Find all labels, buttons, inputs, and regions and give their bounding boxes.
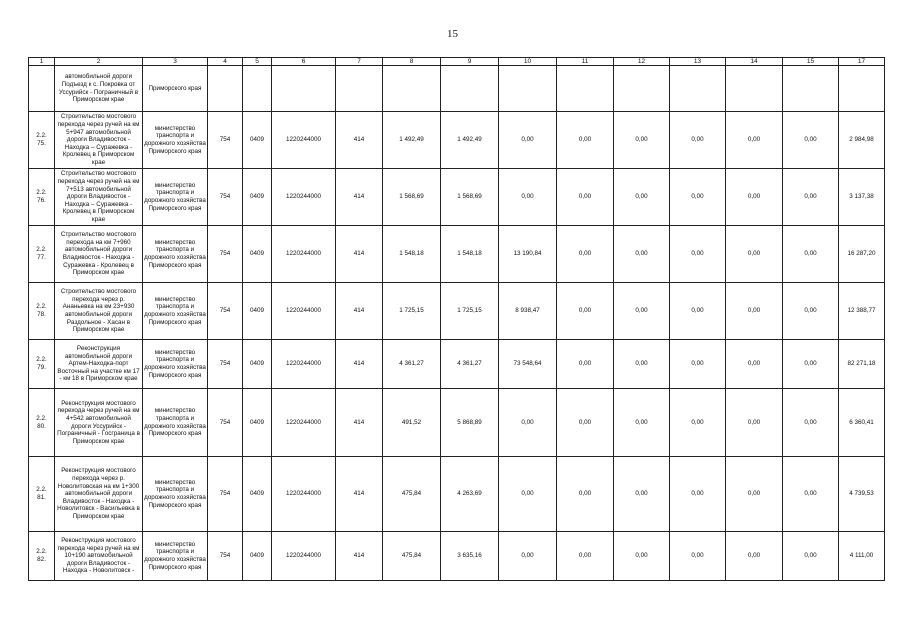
amount-col-10: 8 938,47 [499, 283, 557, 340]
grbs-code: 754 [208, 112, 243, 169]
section-code: 0409 [243, 457, 272, 532]
row-index: 2.2. 79. [29, 340, 55, 389]
row-index: 2.2. 82. [29, 532, 55, 581]
amount-col-14: 0,00 [726, 226, 783, 283]
expense-type: 414 [336, 112, 383, 169]
row-index: 2.2. 81. [29, 457, 55, 532]
amount-col-10: 13 190,84 [499, 226, 557, 283]
amount-col-8: 1 568,69 [383, 169, 441, 226]
row-index: 2.2. 77. [29, 226, 55, 283]
amount-col-15: 0,00 [783, 340, 839, 389]
column-header: 8 [383, 58, 441, 66]
responsible-department: Приморского края [143, 66, 208, 112]
amount-total: 16 287,20 [839, 226, 885, 283]
table-row [29, 389, 885, 457]
target-article: 1220244000 [272, 340, 336, 389]
grbs-code: 754 [208, 226, 243, 283]
amount-col-12: 0,00 [614, 340, 670, 389]
amount-col-15: 0,00 [783, 169, 839, 226]
grbs-code: 754 [208, 457, 243, 532]
row-index: 2.2. 78. [29, 283, 55, 340]
project-name: Строительство мостового перехода через ручей на км 5+947 автомобильной дороги Владивосток - Находка – Суражевка - Кролевец в Приморском крае [55, 112, 143, 169]
amount-total: 6 360,41 [839, 389, 885, 457]
amount-col-11: 0,00 [557, 283, 614, 340]
responsible-department: министерство транспорта и дорожного хозяйства Приморского края [143, 169, 208, 226]
amount-col-10: 0,00 [499, 169, 557, 226]
column-header: 5 [243, 58, 272, 66]
amount-col-13: 0,00 [670, 169, 726, 226]
section-code: 0409 [243, 169, 272, 226]
amount-col-9: 3 635,16 [441, 532, 499, 581]
amount-total: 4 111,00 [839, 532, 885, 581]
amount-col-13: 0,00 [670, 226, 726, 283]
amount-col-9: 1 492,49 [441, 112, 499, 169]
amount-col-14: 0,00 [726, 532, 783, 581]
responsible-department: министерство транспорта и дорожного хозяйства Приморского края [143, 226, 208, 283]
amount-total: 82 271,18 [839, 340, 885, 389]
target-article: 1220244000 [272, 112, 336, 169]
amount-col-13: 0,00 [670, 532, 726, 581]
project-name: Строительство мостового перехода на км 7+960 автомобильной дороги Владивосток - Находка - Суражевка - Кролевец в Приморском крае [55, 226, 143, 283]
amount-col-8: 491,52 [383, 389, 441, 457]
project-name: Строительство мостового перехода через р. Ананьевка на км 23+930 автомобильной дороги Раздольное - Хасан в Приморском крае [55, 283, 143, 340]
expense-type: 414 [336, 226, 383, 283]
target-article: 1220244000 [272, 226, 336, 283]
amount-col-14: 0,00 [726, 389, 783, 457]
amount-col-15: 0,00 [783, 226, 839, 283]
column-header: 11 [557, 58, 614, 66]
grbs-code: 754 [208, 532, 243, 581]
amount-col-15: 0,00 [783, 389, 839, 457]
amount-col-14: 0,00 [726, 169, 783, 226]
target-article: 1220244000 [272, 457, 336, 532]
amount-col-12: 0,00 [614, 169, 670, 226]
column-header: 17 [839, 58, 885, 66]
grbs-code: 754 [208, 389, 243, 457]
target-article: 1220244000 [272, 389, 336, 457]
amount-col-11: 0,00 [557, 169, 614, 226]
amount-col-15: 0,00 [783, 457, 839, 532]
section-code: 0409 [243, 283, 272, 340]
expense-type: 414 [336, 169, 383, 226]
section-code: 0409 [243, 226, 272, 283]
amount-total: 12 388,77 [839, 283, 885, 340]
responsible-department: министерство транспорта и дорожного хозяйства Приморского края [143, 389, 208, 457]
amount-col-8: 1 725,15 [383, 283, 441, 340]
column-header: 2 [55, 58, 143, 66]
amount-col-9: 4 361,27 [441, 340, 499, 389]
amount-total: 2 984,98 [839, 112, 885, 169]
project-name: Реконструкция автомобильной дороги Артем-Находка-порт Восточный на участке км 17 - км 18 в Приморском крае [55, 340, 143, 389]
amount-col-11: 0,00 [557, 389, 614, 457]
amount-col-13: 0,00 [670, 283, 726, 340]
amount-col-9: 1 548,18 [441, 226, 499, 283]
expense-type: 414 [336, 457, 383, 532]
column-header: 7 [336, 58, 383, 66]
table-row [29, 283, 885, 340]
amount-col-10: 0,00 [499, 532, 557, 581]
amount-col-8: 475,84 [383, 532, 441, 581]
table-row [29, 532, 885, 581]
project-name: Реконструкция мостового перехода через ручей на км 4+542 автомобильной дороги Уссурийск - Пограничный - Госграница в Приморском крае [55, 389, 143, 457]
amount-col-12: 0,00 [614, 532, 670, 581]
amount-col-10: 0,00 [499, 389, 557, 457]
amount-col-13: 0,00 [670, 340, 726, 389]
project-name: Реконструкция мостового перехода через ручей на км 10+190 автомобильной дороги Владивосток - Находка - Новолитовск - [55, 532, 143, 581]
amount-col-11: 0,00 [557, 112, 614, 169]
responsible-department: министерство транспорта и дорожного хозяйства Приморского края [143, 457, 208, 532]
budget-table [28, 57, 885, 581]
responsible-department: министерство транспорта и дорожного хозяйства Приморского края [143, 532, 208, 581]
column-header: 12 [614, 58, 670, 66]
continuation-row [29, 66, 885, 112]
amount-col-11: 0,00 [557, 226, 614, 283]
section-code: 0409 [243, 112, 272, 169]
amount-col-14: 0,00 [726, 340, 783, 389]
amount-col-11: 0,00 [557, 532, 614, 581]
project-name: Строительство мостового перехода через ручей на км 7+513 автомобильной дороги Владивосток - Находка – Суражевка - Кролевец в Приморском крае [55, 169, 143, 226]
amount-col-13: 0,00 [670, 112, 726, 169]
amount-col-12: 0,00 [614, 283, 670, 340]
column-header: 1 [29, 58, 55, 66]
grbs-code: 754 [208, 169, 243, 226]
amount-col-8: 4 361,27 [383, 340, 441, 389]
amount-col-15: 0,00 [783, 532, 839, 581]
amount-col-8: 1 492,49 [383, 112, 441, 169]
target-article: 1220244000 [272, 283, 336, 340]
responsible-department: министерство транспорта и дорожного хозяйства Приморского края [143, 283, 208, 340]
amount-col-10: 73 548,64 [499, 340, 557, 389]
page-number: 15 [447, 28, 458, 40]
project-name: автомобильной дороги Подъезд к с. Покровка от Уссурийск - Пограничный в Приморском крае [55, 66, 143, 112]
row-index: 2.2. 76. [29, 169, 55, 226]
section-code: 0409 [243, 532, 272, 581]
amount-col-9: 1 568,69 [441, 169, 499, 226]
column-header: 14 [726, 58, 783, 66]
amount-col-10: 0,00 [499, 457, 557, 532]
responsible-department: министерство транспорта и дорожного хозяйства Приморского края [143, 112, 208, 169]
section-code: 0409 [243, 340, 272, 389]
row-index: 2.2. 75. [29, 112, 55, 169]
project-name: Реконструкция мостового перехода через р. Новолитовская на км 1+300 автомобильной дороги Владивосток - Находка - Новолитовск - Васильевка в Приморском крае [55, 457, 143, 532]
grbs-code: 754 [208, 283, 243, 340]
amount-col-10: 0,00 [499, 112, 557, 169]
column-header: 9 [441, 58, 499, 66]
table-row [29, 457, 885, 532]
amount-col-11: 0,00 [557, 340, 614, 389]
amount-col-12: 0,00 [614, 389, 670, 457]
amount-col-12: 0,00 [614, 457, 670, 532]
amount-col-14: 0,00 [726, 457, 783, 532]
column-header: 3 [143, 58, 208, 66]
expense-type: 414 [336, 532, 383, 581]
amount-col-9: 1 725,15 [441, 283, 499, 340]
amount-col-13: 0,00 [670, 389, 726, 457]
amount-col-11: 0,00 [557, 457, 614, 532]
expense-type: 414 [336, 340, 383, 389]
column-header: 4 [208, 58, 243, 66]
table-row [29, 340, 885, 389]
amount-col-15: 0,00 [783, 283, 839, 340]
amount-col-12: 0,00 [614, 226, 670, 283]
amount-col-9: 5 868,89 [441, 389, 499, 457]
grbs-code: 754 [208, 340, 243, 389]
table-row [29, 226, 885, 283]
amount-col-14: 0,00 [726, 112, 783, 169]
amount-col-8: 1 548,18 [383, 226, 441, 283]
responsible-department: министерство транспорта и дорожного хозяйства Приморского края [143, 340, 208, 389]
row-index: 2.2. 80. [29, 389, 55, 457]
amount-col-14: 0,00 [726, 283, 783, 340]
expense-type: 414 [336, 283, 383, 340]
column-header: 13 [670, 58, 726, 66]
column-number-row [29, 58, 885, 66]
amount-total: 4 739,53 [839, 457, 885, 532]
column-header: 6 [272, 58, 336, 66]
amount-col-13: 0,00 [670, 457, 726, 532]
amount-col-8: 475,84 [383, 457, 441, 532]
amount-col-12: 0,00 [614, 112, 670, 169]
column-header: 10 [499, 58, 557, 66]
column-header: 15 [783, 58, 839, 66]
amount-total: 3 137,38 [839, 169, 885, 226]
section-code: 0409 [243, 389, 272, 457]
table-row [29, 112, 885, 169]
amount-col-15: 0,00 [783, 112, 839, 169]
amount-col-9: 4 263,69 [441, 457, 499, 532]
expense-type: 414 [336, 389, 383, 457]
target-article: 1220244000 [272, 169, 336, 226]
target-article: 1220244000 [272, 532, 336, 581]
table-row [29, 169, 885, 226]
